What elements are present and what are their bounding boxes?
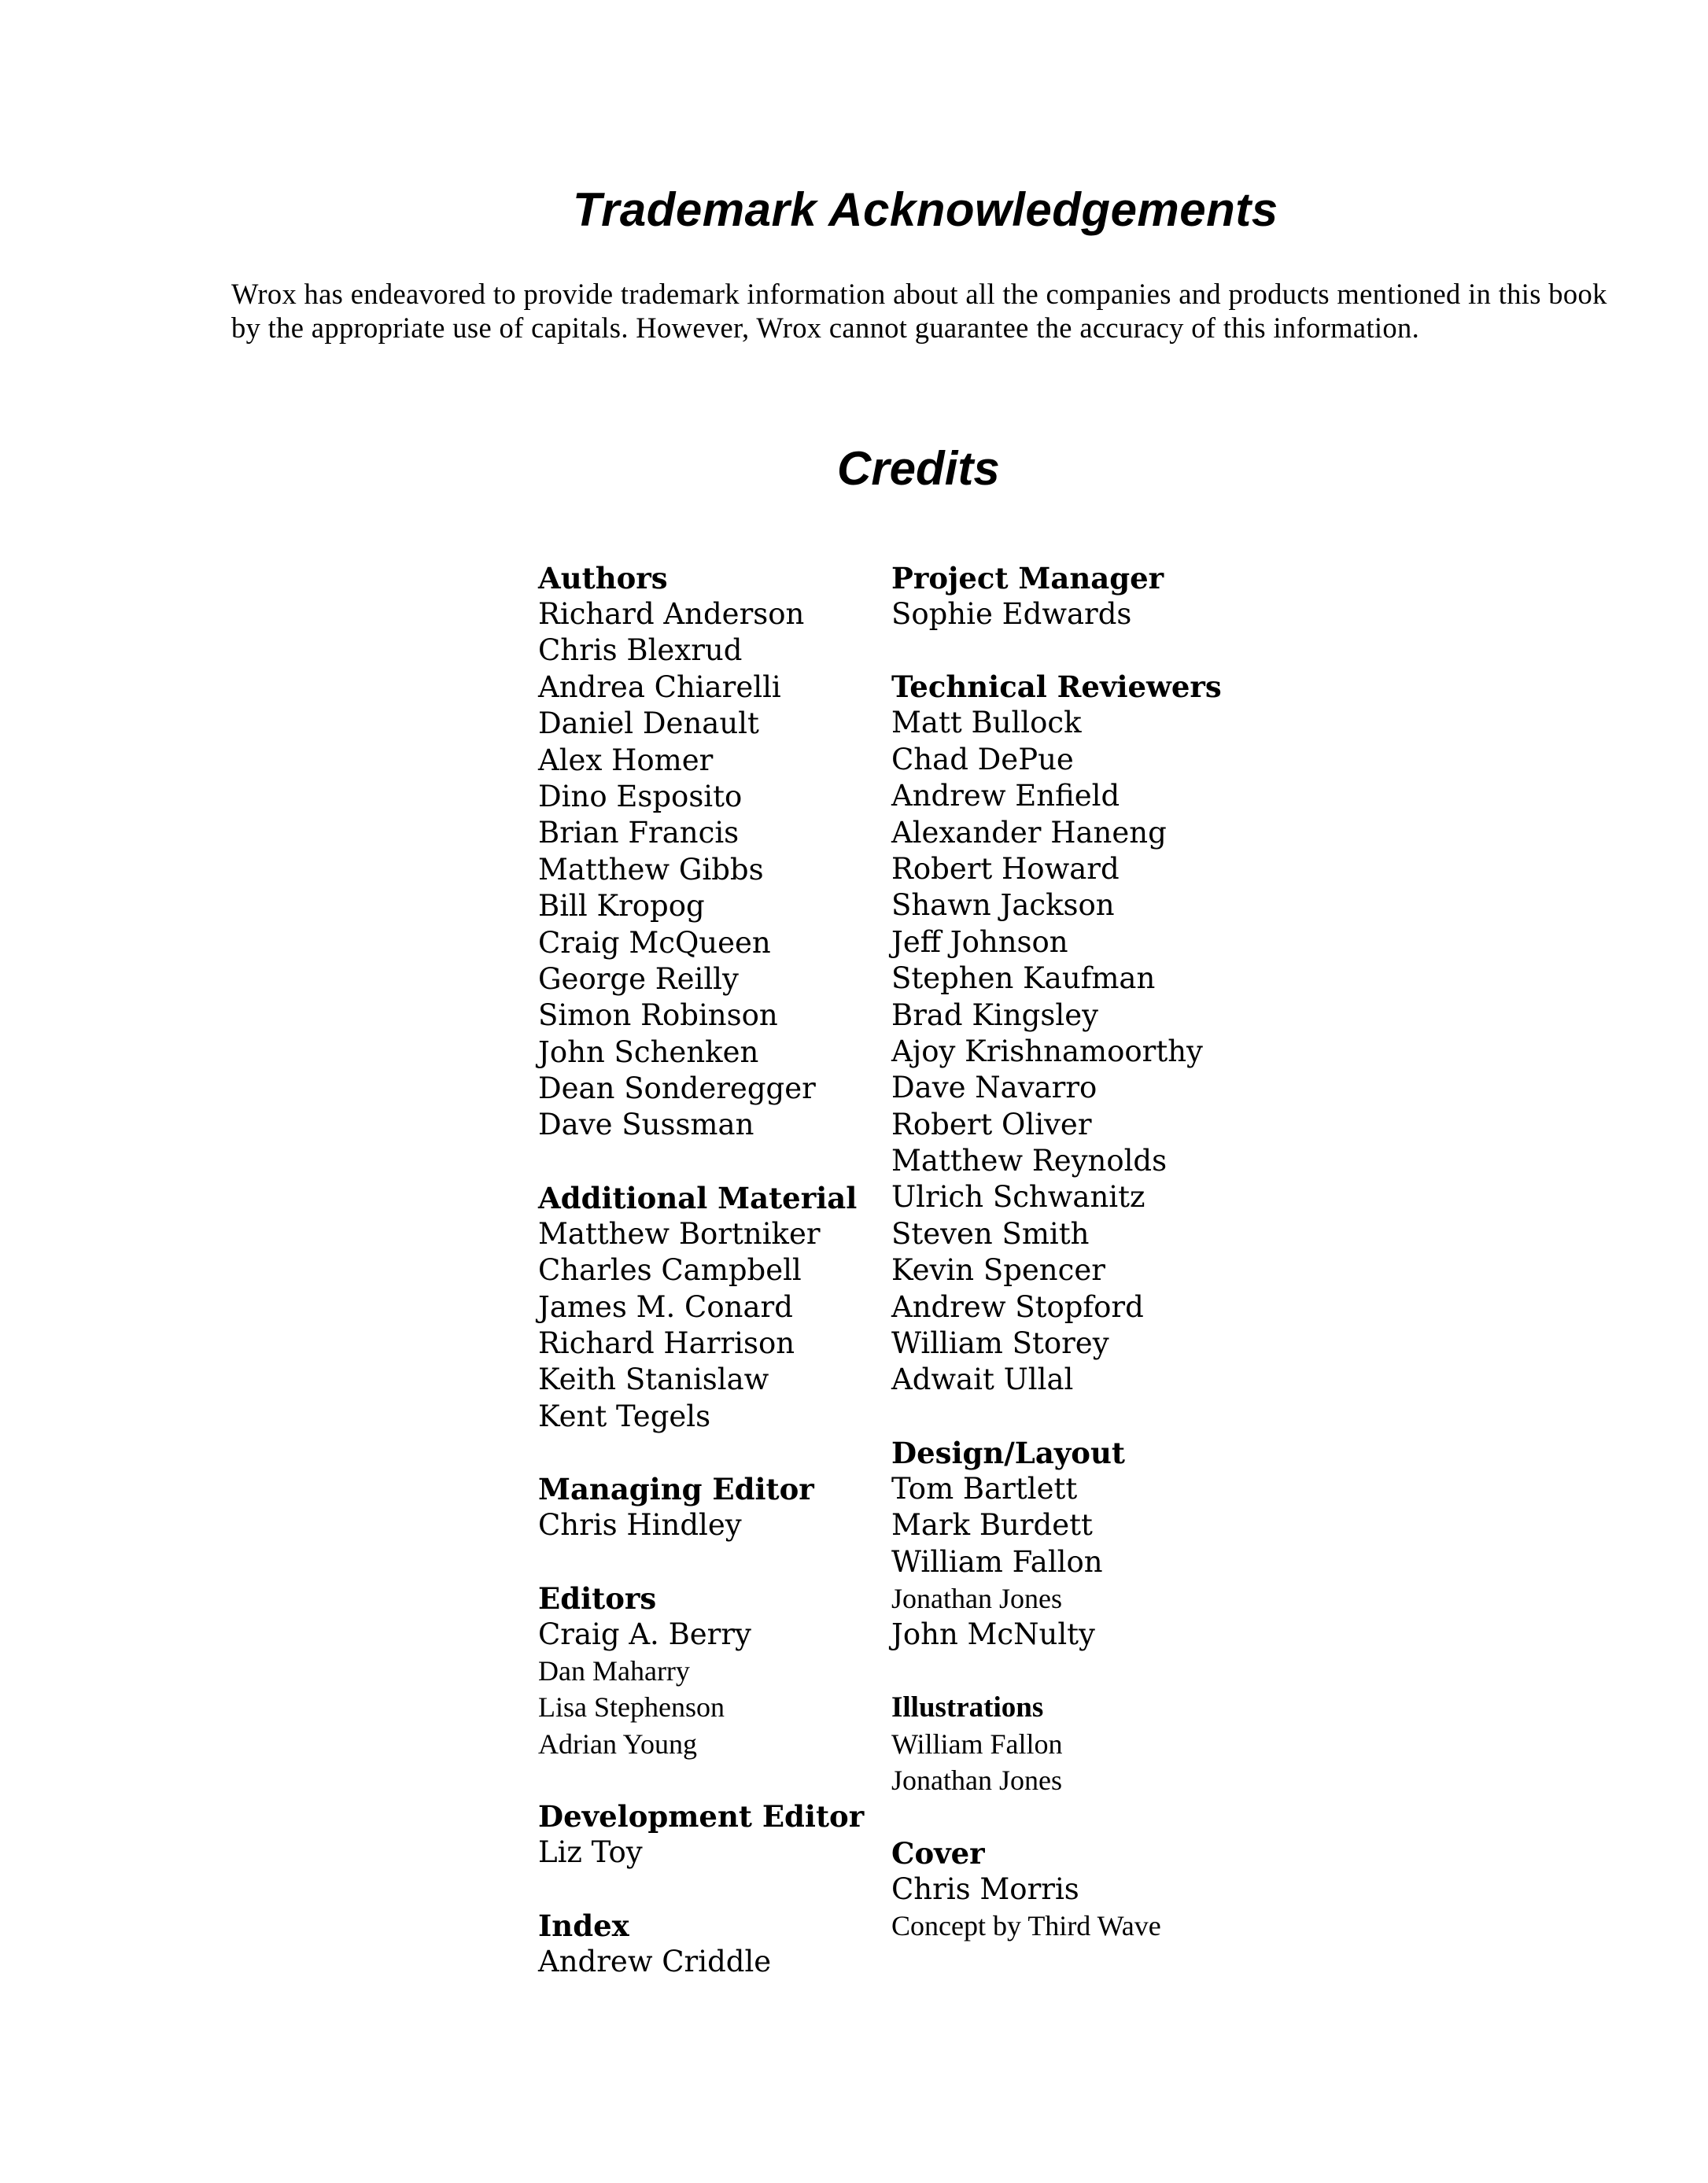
credit-name: Matt Bullock [891, 706, 1082, 740]
credit-group-title: Project Manager [891, 561, 1164, 596]
credit-name: Chris Morris [891, 1871, 1079, 1906]
credit-name: Ajoy Krishnamoorthy [891, 1034, 1203, 1068]
credit-name: Andrew Stopford [891, 1289, 1144, 1324]
credit-name: Simon Robinson [538, 998, 778, 1033]
credit-group [538, 1908, 884, 1980]
group-spacer [891, 1654, 1300, 1690]
credit-group [538, 560, 884, 1144]
credit-name: Daniel Denault [538, 706, 759, 741]
credit-name: Kent Tegels [538, 1399, 711, 1433]
credit-name: Steven Smith [891, 1216, 1090, 1251]
credit-name: Brad Kingsley [891, 997, 1098, 1032]
credit-group-title: Cover [891, 1835, 985, 1871]
credit-group-title: Design/Layout [891, 1435, 1125, 1470]
credit-name: Andrew Criddle [538, 1944, 772, 1978]
group-spacer [538, 1544, 884, 1580]
trademark-paragraph: Wrox has endeavored to provide trademark information about all the companies and products mentioned in this book by the appropriate use of capitals. However, Wrox cannot guarantee the accuracy of this information. [231, 278, 1607, 344]
credit-group-title: Development Editor [538, 1799, 865, 1835]
credit-name: William Storey [891, 1326, 1109, 1361]
credit-name: Robert Oliver [891, 1107, 1092, 1141]
credit-name: Liz Toy [538, 1835, 643, 1870]
group-spacer [538, 1871, 884, 1908]
credit-name: Dave Navarro [891, 1071, 1097, 1105]
credit-name: Adrian Young [538, 1728, 698, 1760]
credit-name: Robert Howard [891, 851, 1120, 886]
credit-group [538, 1180, 884, 1435]
credit-name: Jeff Johnson [891, 924, 1068, 959]
credit-name: Matthew Reynolds [891, 1144, 1168, 1178]
credit-name: Craig McQueen [538, 925, 771, 960]
credit-name: Dean Sonderegger [538, 1071, 816, 1106]
group-spacer [891, 1799, 1300, 1835]
credit-group-title: Index [538, 1908, 629, 1943]
credit-name: Brian Francis [538, 816, 740, 850]
credit-group-title: Additional Material [538, 1180, 858, 1215]
credit-name: Alexander Haneng [891, 815, 1167, 850]
credit-group [538, 1580, 884, 1763]
credit-group [891, 1435, 1300, 1654]
credits-heading: Credits [837, 442, 1000, 495]
credit-name: Dave Sussman [538, 1108, 754, 1142]
credit-name: Matthew Bortniker [538, 1216, 821, 1251]
credit-group [538, 1798, 884, 1871]
credit-name: Richard Anderson [538, 597, 805, 631]
credit-name: Craig A. Berry [538, 1617, 751, 1651]
credit-group [538, 1471, 884, 1543]
credit-name: Tom Bartlett [891, 1471, 1078, 1506]
credit-name: Kevin Spencer [891, 1253, 1105, 1288]
credit-name: Dan Maharry [538, 1654, 690, 1687]
credit-name: Stephen Kaufman [891, 961, 1156, 996]
credit-name: Ulrich Schwanitz [891, 1180, 1145, 1215]
credit-group-title: Editors [538, 1580, 657, 1616]
credit-name: William Fallon [891, 1728, 1063, 1760]
credits-left-column [538, 560, 884, 1980]
credit-name: John McNulty [891, 1617, 1095, 1652]
credit-name: Matthew Gibbs [538, 852, 764, 887]
credit-name: Jonathan Jones [891, 1764, 1062, 1797]
credit-name: James M. Conard [538, 1289, 793, 1324]
credit-name: Concept by Third Wave [891, 1909, 1161, 1941]
credit-name: Alex Homer [538, 743, 714, 777]
group-spacer [538, 1762, 884, 1798]
credit-name: Lisa Stephenson [538, 1691, 725, 1724]
credit-name: William Fallon [891, 1544, 1103, 1579]
credit-name: Chris Blexrud [538, 633, 743, 668]
credit-group-title: Authors [538, 561, 668, 596]
credit-group-title: Managing Editor [538, 1472, 814, 1507]
credit-name: Jonathan Jones [891, 1582, 1062, 1614]
credit-group [891, 1835, 1300, 1945]
credits-right-column [891, 560, 1300, 1944]
credit-group-title: Technical Reviewers [891, 669, 1222, 705]
credit-name: Keith Stanislaw [538, 1363, 769, 1397]
credit-name: John Schenken [538, 1034, 759, 1069]
credit-group [891, 560, 1300, 632]
credit-name: Dino Esposito [538, 779, 743, 813]
credit-name: Charles Campbell [538, 1253, 802, 1288]
group-spacer [891, 632, 1300, 669]
credit-name: Shawn Jackson [891, 888, 1115, 923]
credit-name: Sophie Edwards [891, 597, 1132, 631]
group-spacer [538, 1435, 884, 1471]
credit-name: Bill Kropog [538, 889, 705, 924]
credit-name: George Reilly [538, 961, 739, 996]
credit-name: Richard Harrison [538, 1326, 795, 1361]
credit-name: Andrew Enfield [891, 779, 1120, 813]
credit-name: Andrea Chiarelli [538, 669, 781, 704]
credit-name: Adwait Ullal [891, 1363, 1074, 1397]
group-spacer [891, 1399, 1300, 1435]
credit-group-title: Illustrations [891, 1691, 1044, 1724]
credit-name: Chris Hindley [538, 1508, 742, 1543]
credit-name: Mark Burdett [891, 1508, 1093, 1543]
credit-name: Chad DePue [891, 742, 1074, 776]
trademark-heading: Trademark Acknowledgements [573, 183, 1278, 236]
group-spacer [538, 1144, 884, 1180]
credit-group [891, 1690, 1300, 1799]
credit-group [891, 669, 1300, 1398]
